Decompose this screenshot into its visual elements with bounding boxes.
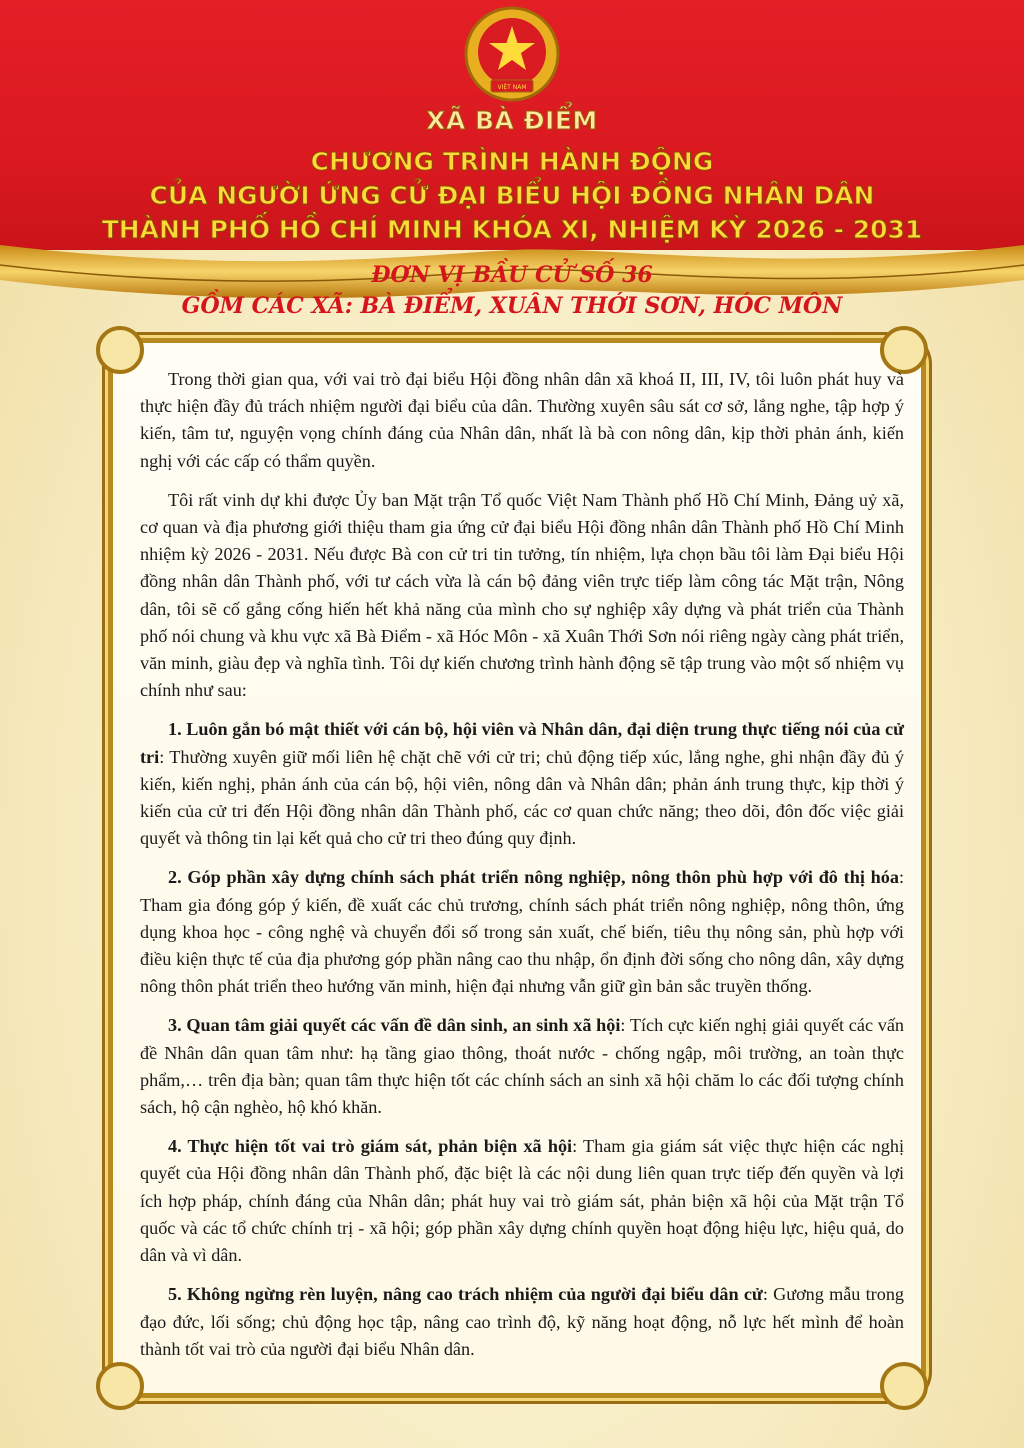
action-item [140,864,904,1000]
title-line: THÀNH PHỐ HỒ CHÍ MINH KHÓA XI, NHIỆM KỲ 2026 - 2031 [101,215,923,244]
action-item [140,1133,904,1269]
unit-line: GỒM CÁC XÃ: BÀ ĐIỂM, XUÂN THỚI SƠN, HÓC MÔN [181,293,843,319]
intro-paragraph: Trong thời gian qua, với vai trò đại biểu Hội đồng nhân dân xã khoá II, III, IV, tôi luôn phát huy và thực hiện đầy đủ trách nhiệm người đại biểu của dân. Thường xuyên sâu sát cơ sở, lắng nghe, tập hợp ý kiến, tâm tư, nguyện vọng chính đáng của Nhân dân, nhất là bà con nông dân, kịp thời phản ánh, kiến nghị với các cấp có thẩm quyền. [140,369,904,471]
action-text: : Gương mẫu trong đạo đức, lối sống; chủ động học tập, nâng cao trình độ, kỹ năng hoạt động, nỗ lực hết mình để hoàn thành tốt vai trò của người đại biểu Nhân dân. [140,1284,905,1359]
action-heading: 5. Không ngừng rèn luyện, nâng cao trách nhiệm của người đại biểu dân cử [168,1284,763,1305]
action-heading: 1. Luôn gắn bó mật thiết với cán bộ, hội viên và Nhân dân, đại diện trung thực tiếng nói của cử tri [140,719,904,767]
emblem-text: VIỆT NAM [497,84,527,91]
action-heading: 3. Quan tâm giải quyết các vấn đề dân sinh, an sinh xã hội [168,1015,621,1036]
program-title [0,145,1024,247]
action-heading: 2. Góp phần xây dựng chính sách phát triển nông nghiệp, nông thôn phù hợp với đô thị hóa [168,867,899,888]
frame-corner-ornament [96,326,144,374]
unit-line: ĐƠN VỊ BẦU CỬ SỐ 36 [371,262,653,288]
intro-paragraph: Tôi rất vinh dự khi được Ủy ban Mặt trận Tổ quốc Việt Nam Thành phố Hồ Chí Minh, Đảng uỷ xã, cơ quan và địa phương giới thiệu tham gia ứng cử đại biểu Hội đồng nhân dân Thành phố Hồ Chí Minh nhiệm kỳ 2026 - 2031. Nếu được Bà con cử tri tin tưởng, tín nhiệm, lựa chọn bầu tôi làm Đại biểu Hội đồng nhân dân Thành phố, với tư cách vừa là cán bộ đảng viên trực tiếp làm công tác Mặt trận, Nông dân, tôi sẽ cố gắng cống hiến hết khả năng của mình cho sự nghiệp xây dựng và phát triển của Thành phố nói chung và khu vực xã Bà Điểm - xã Hóc Môn - xã Xuân Thới Sơn nói riêng ngày càng phát triển, văn minh, giàu đẹp và nghĩa tình. Tôi dự kiến chương trình hành động sẽ tập trung vào một số nhiệm vụ chính như sau: [140,489,904,701]
program-body [140,366,904,1375]
frame-corner-ornament [96,1362,144,1410]
national-emblem-icon [459,4,565,104]
title-line: CỦA NGƯỜI ỨNG CỬ ĐẠI BIỂU HỘI ĐỒNG NHÂN DÂN [149,181,875,210]
action-item [140,716,904,852]
action-text: : Thường xuyên giữ mối liên hệ chặt chẽ với cử tri; chủ động tiếp xúc, lắng nghe, ghi nhận đầy đủ ý kiến, kiến nghị, phản ánh của cán bộ, hội viên, nông dân và Nhân dân; phản ánh trung thực, kịp thời ý kiến của cử tri đến Hội đồng nhân dân Thành phố, các cơ quan chức năng; theo dõi, đôn đốc việc giải quyết và thông tin lại kết quả cho cử tri theo đúng quy định. [140,746,904,849]
commune-title: XÃ BÀ ĐIỂM [426,106,598,135]
electoral-unit [0,260,1024,322]
action-heading: 4. Thực hiện tốt vai trò giám sát, phản biện xã hội [168,1136,573,1157]
action-item [140,1012,904,1121]
action-text: : Tích cực kiến nghị giải quyết các vấn đề Nhân dân quan tâm như: hạ tầng giao thông, thoát nước - chống ngập, môi trường, an toàn thực phẩm,… trên địa bàn; quan tâm thực hiện tốt các chính sách an sinh xã hội chăm lo các đối tượng chính sách, hộ cận nghèo, hộ khó khăn. [140,1015,904,1118]
title-line: CHƯƠNG TRÌNH HÀNH ĐỘNG [310,147,714,176]
action-item [140,1281,904,1363]
action-text: : Tham gia đóng góp ý kiến, đề xuất các chủ trương, chính sách phát triển nông nghiệp, nông thôn, ứng dụng khoa học - công nghệ và chuyển đổi số trong sản xuất, chế biến, tiêu thụ nông sản, phù hợp với điều kiện thực tế của địa phương góp phần nâng cao thu nhập, ổn định đời sống cho nông dân, xây dựng nông thôn phát triển theo hướng văn minh, hiện đại nhưng vẫn giữ gìn bản sắc truyền thống. [140,867,904,997]
action-text: : Tham gia giám sát việc thực hiện các nghị quyết của Hội đồng nhân dân Thành phố, đặc biệt là các nội dung liên quan trực tiếp đến quyền và lợi ích hợp pháp, chính đáng của Nhân dân; phát huy vai trò giám sát, phản biện xã hội của Mặt trận Tổ quốc và các tổ chức chính trị - xã hội; góp phần xây dựng chính quyền hoạt động hiệu lực, hiệu quả, do dân và vì dân. [140,1136,905,1266]
